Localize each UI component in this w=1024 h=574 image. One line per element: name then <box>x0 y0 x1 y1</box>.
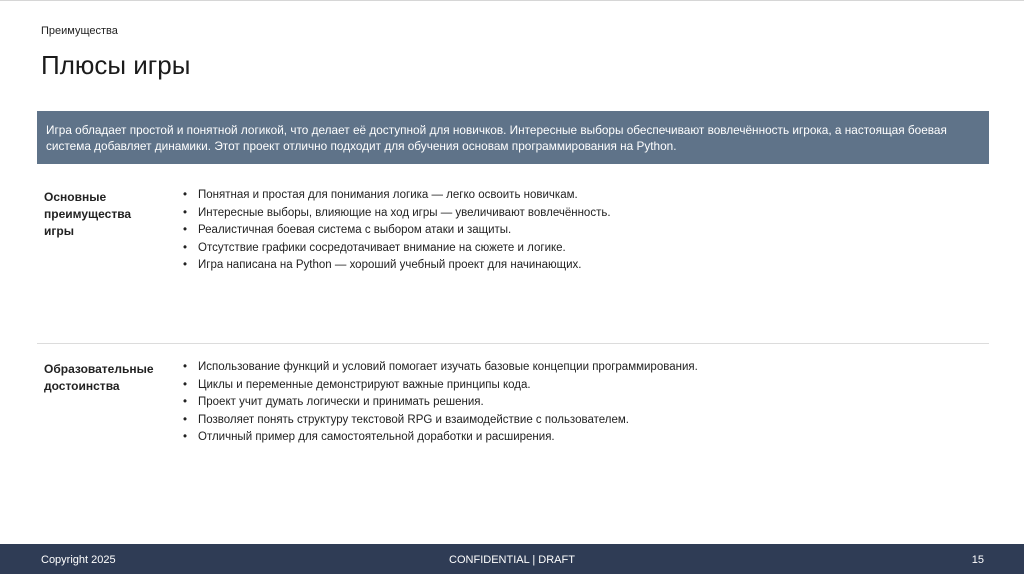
bullet-list <box>177 359 698 447</box>
list-item: • Проект учит думать логически и принимать решения. <box>177 394 698 412</box>
list-item: • Отличный пример для самостоятельной доработки и расширения. <box>177 429 698 447</box>
section-label: Образовательные достоинства <box>44 362 154 393</box>
top-border <box>0 0 1024 1</box>
page-number: 15 <box>971 554 984 566</box>
slide-title: Плюсы игры <box>41 50 191 80</box>
list-item: • Циклы и переменные демонстрируют важные принципы кода. <box>177 377 698 395</box>
list-item: • Позволяет понять структуру текстовой RPG и взаимодействие с пользователем. <box>177 412 698 430</box>
list-item: • Реалистичная боевая система с выбором атаки и защиты. <box>177 222 611 240</box>
section-divider <box>37 343 989 344</box>
list-item: • Интересные выборы, влияющие на ход игры — увеличивают вовлечённость. <box>177 205 611 223</box>
bullet-list <box>177 187 611 275</box>
summary-banner: Игра обладает простой и понятной логикой, что делает её доступной для новичков. Интересные выборы обеспечивают вовлечённость игрока, а настоящая боевая система добавляет динамики. Этот проект отлично подходит для обучения основам программирования на Python. <box>37 111 989 164</box>
section-label: Основные преимущества игры <box>44 190 132 238</box>
copyright-text: Copyright 2025 <box>41 554 116 566</box>
list-item: • Понятная и простая для понимания логика — легко освоить новичкам. <box>177 187 611 205</box>
confidential-label: CONFIDENTIAL | DRAFT <box>449 554 575 566</box>
footer-bar <box>0 544 1024 574</box>
section-eyebrow: Преимущества <box>41 25 118 37</box>
list-item: • Использование функций и условий помогает изучать базовые концепции программирования. <box>177 359 698 377</box>
list-item: • Отсутствие графики сосредотачивает внимание на сюжете и логике. <box>177 240 611 258</box>
list-item: • Игра написана на Python — хороший учебный проект для начинающих. <box>177 257 611 275</box>
